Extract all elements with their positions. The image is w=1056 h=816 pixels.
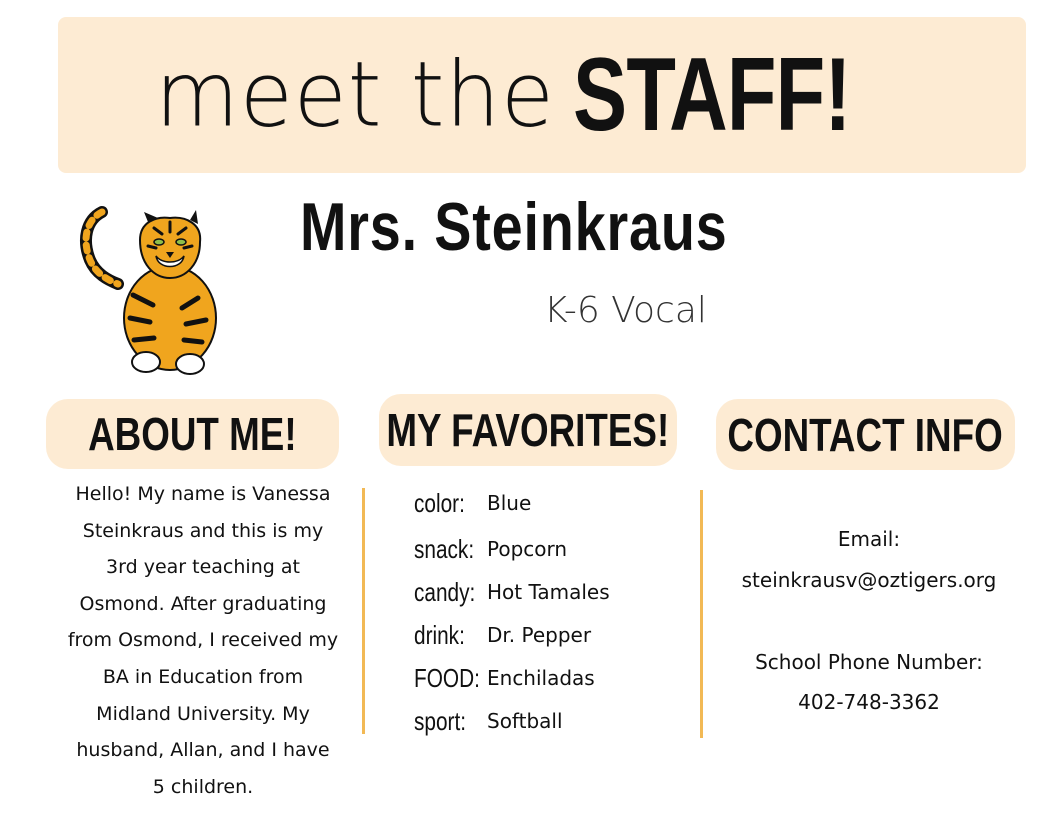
about-line: Midland University. My: [96, 702, 310, 725]
favorite-value: Blue: [487, 491, 532, 515]
about-line: Osmond. After graduating: [79, 592, 327, 615]
favorite-label: drink:: [414, 620, 465, 650]
email-label: Email:: [837, 527, 901, 551]
favorite-value: Dr. Pepper: [487, 623, 592, 647]
about-me-text: [60, 476, 346, 805]
about-line: husband, Allan, and I have: [76, 739, 330, 762]
about-line: Steinkraus and this is my: [82, 519, 324, 542]
about-line: 3rd year teaching at: [106, 556, 300, 579]
about-line: from Osmond, I received my: [67, 629, 339, 652]
phone-number[interactable]: 402-748-3362: [798, 690, 940, 714]
about-me-heading: [46, 399, 339, 469]
email-address[interactable]: steinkrausv@oztigers.org: [741, 568, 997, 592]
favorite-value: Hot Tamales: [487, 580, 610, 604]
column-divider-right: [700, 490, 703, 738]
phone-label: School Phone Number:: [755, 650, 983, 674]
header-banner: [58, 17, 1026, 173]
favorite-label: snack:: [414, 534, 475, 564]
favorite-value: Enchiladas: [487, 666, 595, 690]
about-me-title: ABOUT ME!: [88, 408, 297, 460]
favorites-title: MY FAVORITES!: [386, 404, 670, 456]
favorite-label: color:: [414, 488, 465, 518]
contact-title: CONTACT INFO: [727, 408, 1004, 461]
favorite-value: Softball: [487, 709, 563, 733]
favorite-value: Popcorn: [487, 537, 568, 561]
teacher-role: K-6 Vocal: [544, 290, 707, 331]
column-divider-left: [362, 488, 365, 734]
favorite-label: candy:: [414, 577, 476, 607]
favorites-heading: [379, 394, 677, 466]
favorite-label: sport:: [414, 706, 467, 736]
banner-title-light: meet the: [155, 42, 555, 148]
banner-title-bold: STAFF!: [572, 36, 851, 153]
tiger-mascot-icon: [78, 200, 226, 378]
favorite-label: FOOD:: [414, 663, 480, 693]
about-line: Hello! My name is Vanessa: [75, 483, 331, 505]
about-line: BA in Education from: [102, 665, 304, 688]
contact-heading: [716, 399, 1015, 470]
about-line: 5 children.: [152, 775, 254, 798]
teacher-name: Mrs. Steinkraus: [300, 189, 728, 265]
